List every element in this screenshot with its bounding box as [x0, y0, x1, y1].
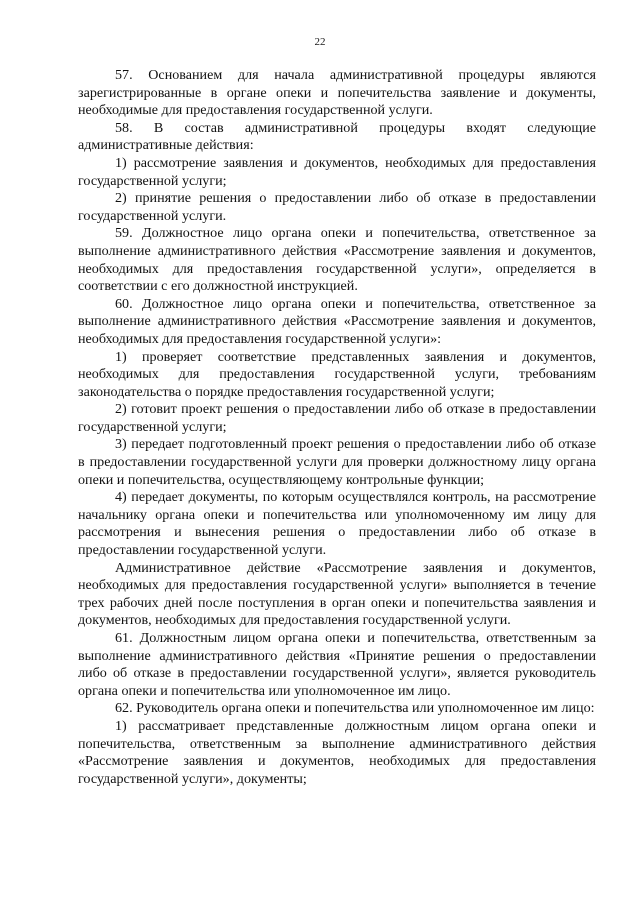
paragraph-60-item-1: 1) проверяет соответствие представленных заявления и документов, необходимых для предоставления государственной услуги, требованиям законодательства о порядке предоставления государственной услуги; [78, 348, 596, 400]
paragraph-57: 57. Основанием для начала административной процедуры являются зарегистрированные в органе опеки и попечительства заявление и документы, необходимые для предоставления государственной услуги. [78, 67, 596, 119]
paragraph-58-item-2: 2) принятие решения о предоставлении либо об отказе в предоставлении государственной услуги. [78, 190, 596, 224]
paragraph-60-item-3: 3) передает подготовленный проект решения о предоставлении либо об отказе в предоставлении государственной услуги для проверки должностному лицу органа опеки и попечительства, осуществляющему контрольные функции; [78, 436, 596, 488]
paragraph-61: 61. Должностным лицом органа опеки и попечительства, ответственным за выполнение административного действия «Принятие решения о предоставлении либо об отказе в предоставлении государственной услуги», является руководитель органа опеки и попечительства или уполномоченное им лицо. [78, 630, 596, 699]
paragraph-62: 62. Руководитель органа опеки и попечительства или уполномоченное им лицо: [115, 700, 595, 717]
paragraph-58: 58. В состав административной процедуры входят следующие административные действия: [78, 119, 596, 154]
paragraph-60-item-2: 2) готовит проект решения о предоставлении либо об отказе в предоставлении государственной услуги; [78, 401, 596, 435]
paragraph-62-item-1: 1) рассматривает представленные должностным лицом органа опеки и попечительства, ответственным за выполнение административного действия «Рассмотрение заявления и документов, необходимых для предоставления государственной услуги», документы; [78, 717, 596, 787]
paragraph-58-item-1: 1) рассмотрение заявления и документов, необходимых для предоставления государственной услуги; [78, 154, 596, 189]
paragraph-59: 59. Должностное лицо органа опеки и попечительства, ответственное за выполнение административного действия «Рассмотрение заявления и документов, необходимых для предоставления государственной услуги», определяется в соответствии с его должностной инструкцией. [78, 225, 596, 295]
page-number: 22 [314, 36, 326, 48]
document-body [78, 67, 596, 788]
paragraph-60: 60. Должностное лицо органа опеки и попечительства, ответственное за выполнение административного действия «Рассмотрение заявления и документов, необходимых для предоставления государственной услуги»: [78, 295, 596, 347]
paragraph-60-term: Административное действие «Рассмотрение заявления и документов, необходимых для предоставления государственной услуги» выполняется в течение трех рабочих дней после поступления в орган опеки и попечительства заявления и документов, необходимых для предоставления государственной услуги. [78, 559, 596, 629]
paragraph-60-item-4: 4) передает документы, по которым осуществлялся контроль, на рассмотрение начальнику органа опеки и попечительства или уполномоченному им лицу для рассмотрения и вынесения решения о предоставлении либо об отказе в предоставлении государственной услуги. [78, 489, 596, 559]
